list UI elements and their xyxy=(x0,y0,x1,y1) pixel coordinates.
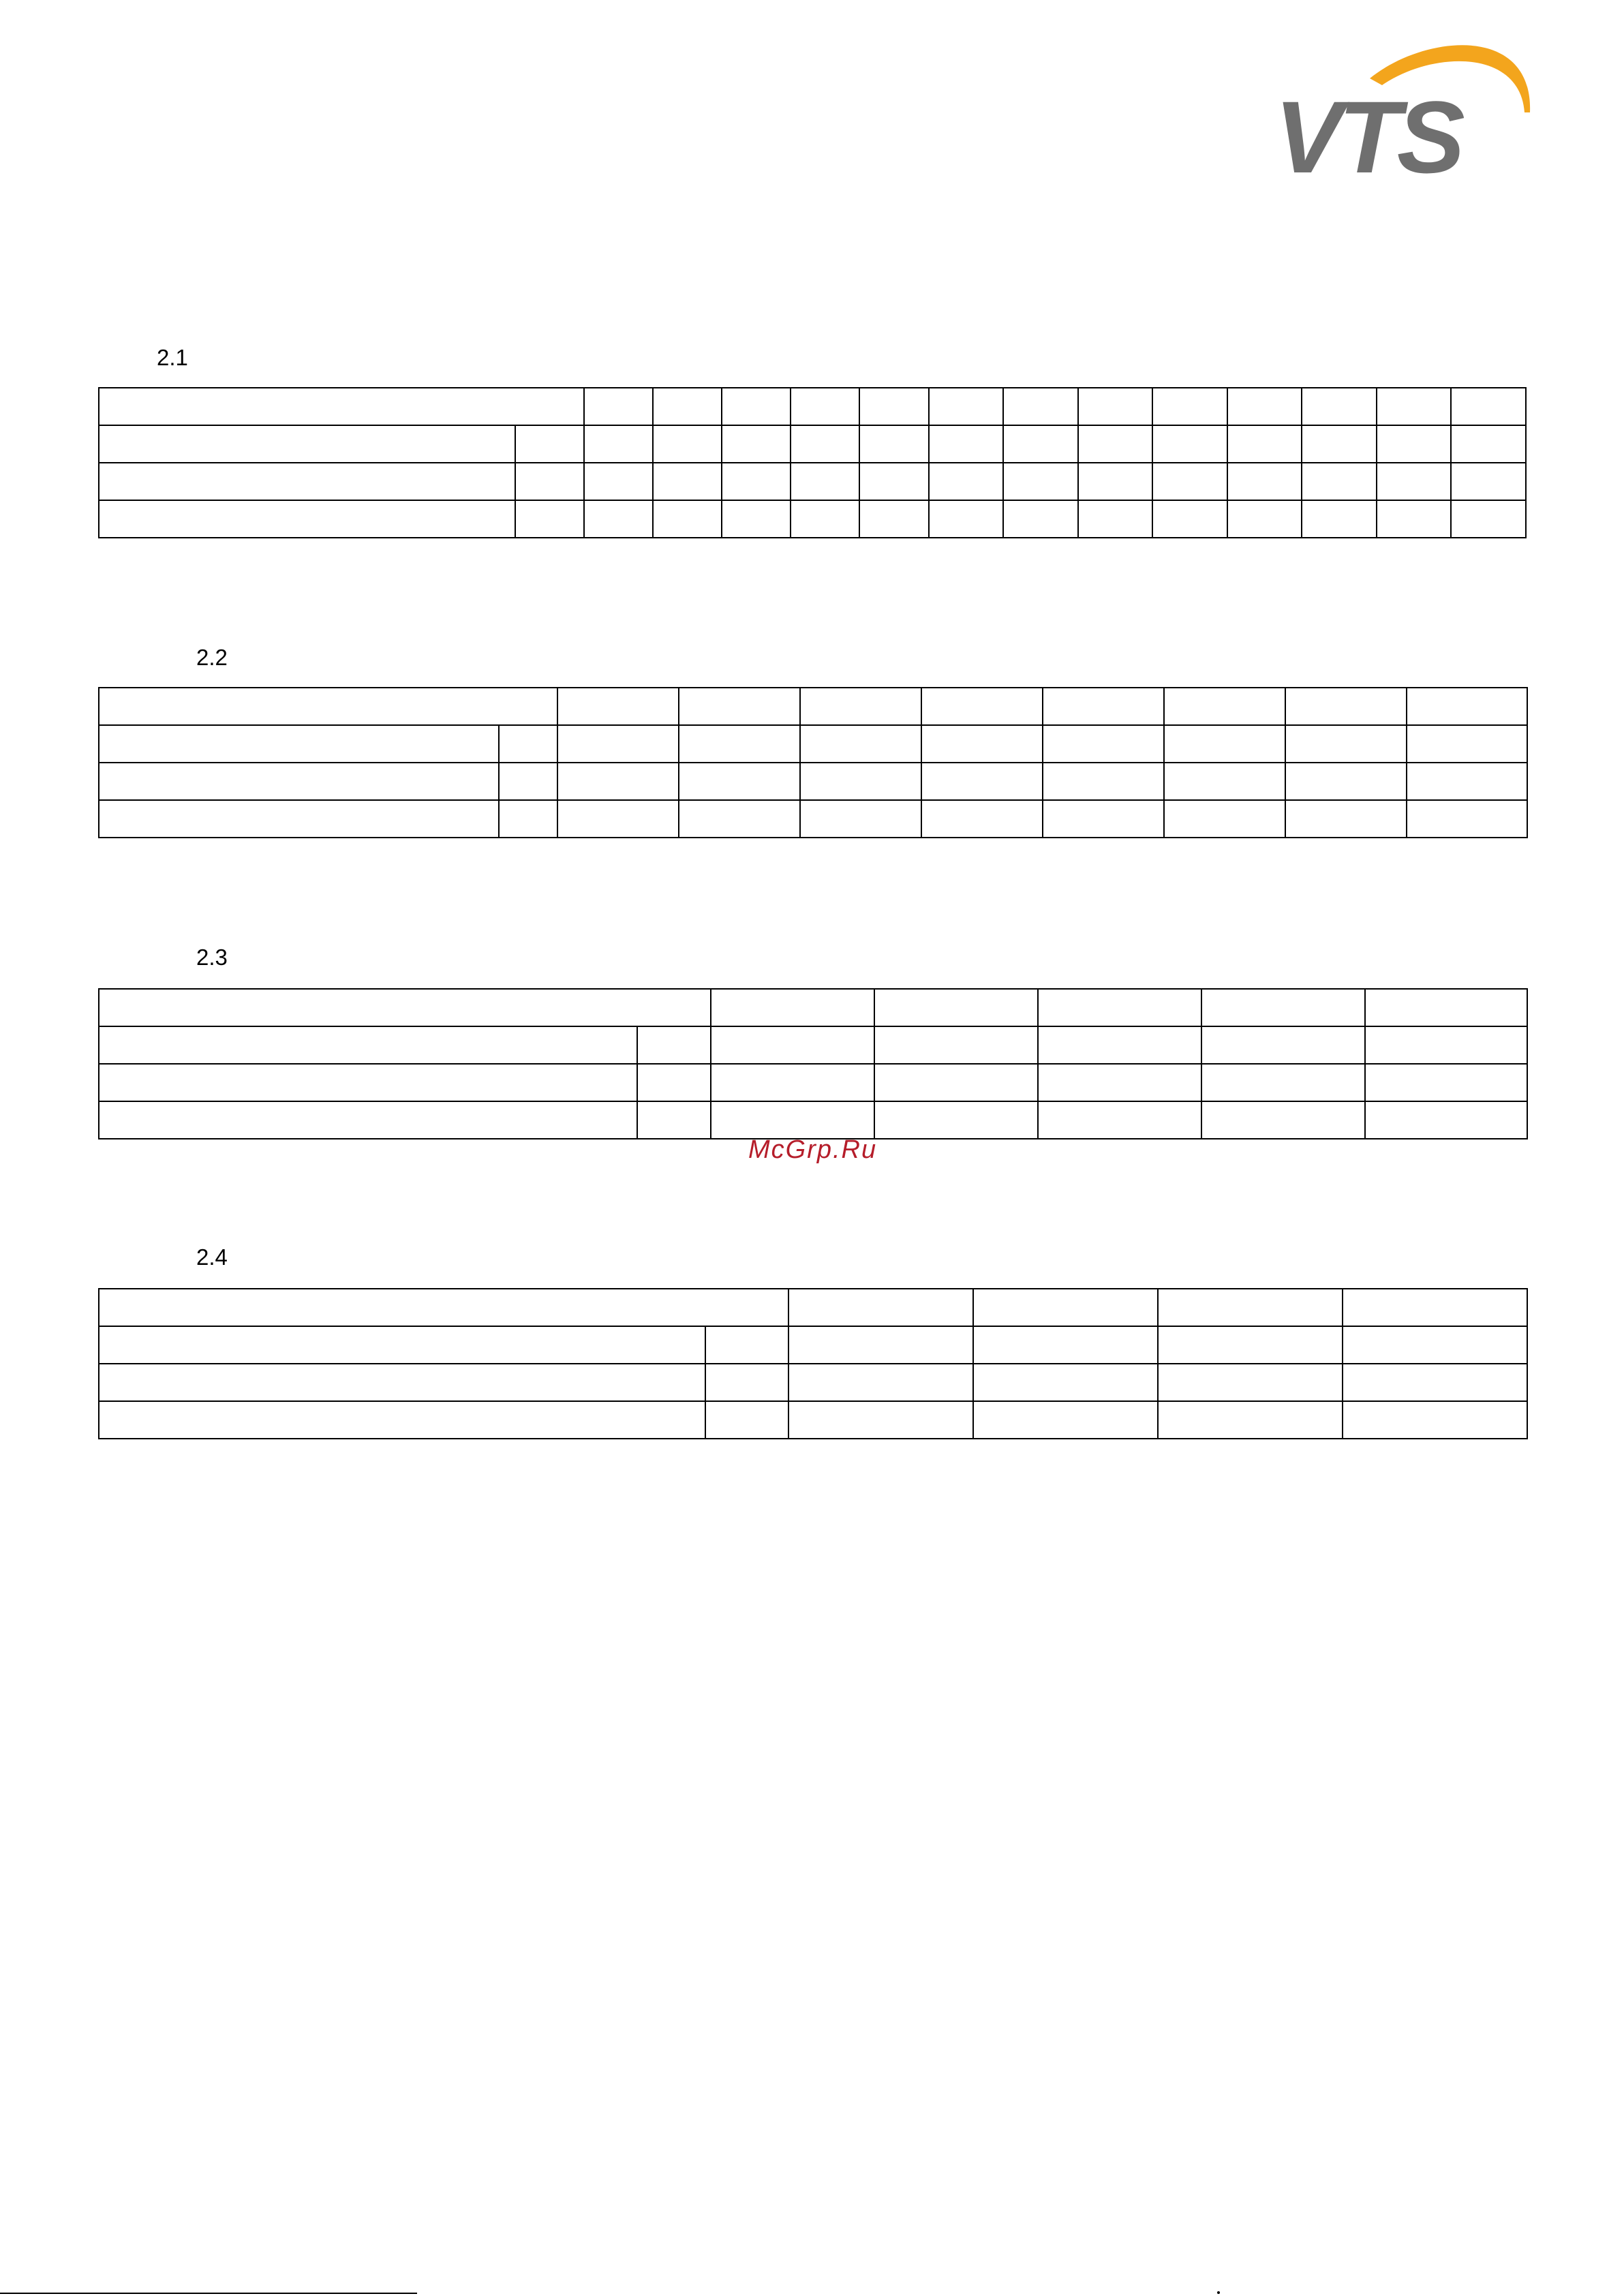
table-cell xyxy=(800,800,921,838)
table-cell xyxy=(1407,800,1527,838)
row-label-cell xyxy=(99,763,499,800)
table-cell xyxy=(921,725,1043,763)
table-cell xyxy=(1451,388,1526,425)
table-cell xyxy=(800,725,921,763)
table-cell xyxy=(557,688,679,725)
watermark-text: McGrp.Ru xyxy=(748,1135,878,1164)
table-cell xyxy=(973,1401,1158,1439)
table-cell xyxy=(1302,463,1377,500)
table-cell xyxy=(1451,500,1526,538)
table-cell xyxy=(722,500,791,538)
table-cell xyxy=(921,763,1043,800)
header-cell xyxy=(99,688,557,725)
table-cell xyxy=(1285,688,1407,725)
table-cell xyxy=(1043,725,1164,763)
table-cell xyxy=(1377,463,1452,500)
table-cell xyxy=(874,1026,1038,1064)
table-row xyxy=(99,388,1526,425)
table-cell xyxy=(1365,1101,1527,1139)
unit-cell xyxy=(705,1401,788,1439)
table-row xyxy=(99,1364,1527,1401)
table-cell xyxy=(1365,989,1527,1026)
table-cell xyxy=(1302,425,1377,463)
table-cell xyxy=(929,463,1004,500)
table-cell xyxy=(800,763,921,800)
table-cell xyxy=(929,500,1004,538)
table-row xyxy=(99,800,1527,838)
row-label-cell xyxy=(99,425,515,463)
table-cell xyxy=(973,1326,1158,1364)
unit-cell xyxy=(515,425,584,463)
unit-cell xyxy=(705,1326,788,1364)
spec-table-2-1 xyxy=(98,387,1527,538)
table-row xyxy=(99,1289,1527,1326)
table-cell xyxy=(874,989,1038,1026)
table-cell xyxy=(1043,800,1164,838)
table-cell xyxy=(1038,1101,1201,1139)
table-cell xyxy=(929,388,1004,425)
table-cell xyxy=(557,800,679,838)
table-cell xyxy=(1227,425,1302,463)
table-cell xyxy=(859,463,928,500)
table-cell xyxy=(1158,1326,1343,1364)
table-cell xyxy=(1043,763,1164,800)
table-cell xyxy=(1201,1064,1365,1101)
table-cell xyxy=(788,1401,973,1439)
table-cell xyxy=(1302,388,1377,425)
table-cell xyxy=(1003,425,1078,463)
table-cell xyxy=(1078,463,1153,500)
table-cell xyxy=(1407,763,1527,800)
table-cell xyxy=(1451,425,1526,463)
header-cell xyxy=(99,388,584,425)
row-label-cell xyxy=(99,463,515,500)
table-cell xyxy=(1407,688,1527,725)
table-row xyxy=(99,1326,1527,1364)
table-cell xyxy=(929,425,1004,463)
row-label-cell xyxy=(99,1101,637,1139)
table-cell xyxy=(1078,500,1153,538)
unit-cell xyxy=(515,500,584,538)
table-cell xyxy=(791,388,859,425)
row-label-cell xyxy=(99,1026,637,1064)
table-cell xyxy=(1201,989,1365,1026)
section-number-2-4: 2.4 xyxy=(196,1244,228,1270)
footer-mark xyxy=(1217,2291,1220,2294)
unit-cell xyxy=(515,463,584,500)
vts-logo xyxy=(1268,37,1533,181)
table-cell xyxy=(874,1064,1038,1101)
table-cell xyxy=(859,388,928,425)
table-cell xyxy=(557,725,679,763)
table-cell xyxy=(1043,688,1164,725)
table-cell xyxy=(973,1289,1158,1326)
table-cell xyxy=(788,1326,973,1364)
table-cell xyxy=(973,1364,1158,1401)
table-cell xyxy=(584,500,653,538)
table-cell xyxy=(679,725,800,763)
table-cell xyxy=(1377,425,1452,463)
unit-cell xyxy=(499,725,557,763)
table-cell xyxy=(1285,800,1407,838)
spec-table-2-2 xyxy=(98,687,1528,838)
table-cell xyxy=(921,688,1043,725)
row-label-cell xyxy=(99,1364,705,1401)
table-cell xyxy=(788,1289,973,1326)
table-cell xyxy=(1451,463,1526,500)
table-cell xyxy=(1201,1101,1365,1139)
table-row xyxy=(99,1101,1527,1139)
table-cell xyxy=(1152,463,1227,500)
section-number-2-3: 2.3 xyxy=(196,945,228,970)
table-cell xyxy=(653,463,722,500)
table-cell xyxy=(711,989,874,1026)
header-cell xyxy=(99,1289,788,1326)
table-cell xyxy=(1377,500,1452,538)
table-cell xyxy=(653,388,722,425)
unit-cell xyxy=(499,800,557,838)
table-cell xyxy=(791,500,859,538)
table-cell xyxy=(874,1101,1038,1139)
table-cell xyxy=(1164,725,1285,763)
table-cell xyxy=(584,425,653,463)
table-cell xyxy=(653,500,722,538)
table-cell xyxy=(1164,763,1285,800)
section-number-2-2: 2.2 xyxy=(196,645,228,670)
table-cell xyxy=(557,763,679,800)
table-cell xyxy=(791,463,859,500)
logo-wordmark: VTS xyxy=(1274,80,1461,181)
table-cell xyxy=(1302,500,1377,538)
table-row xyxy=(99,463,1526,500)
table-row xyxy=(99,1064,1527,1101)
row-label-cell xyxy=(99,1401,705,1439)
header-cell xyxy=(99,989,711,1026)
table-cell xyxy=(1365,1064,1527,1101)
table-cell xyxy=(1152,425,1227,463)
table-row xyxy=(99,725,1527,763)
table-cell xyxy=(1227,463,1302,500)
table-cell xyxy=(859,425,928,463)
table-cell xyxy=(1285,725,1407,763)
unit-cell xyxy=(637,1064,711,1101)
spec-table-2-3 xyxy=(98,988,1528,1139)
table-cell xyxy=(1365,1026,1527,1064)
table-cell xyxy=(1227,500,1302,538)
table-row xyxy=(99,1401,1527,1439)
table-row xyxy=(99,989,1527,1026)
unit-cell xyxy=(499,763,557,800)
table-cell xyxy=(711,1064,874,1101)
table-cell xyxy=(1003,500,1078,538)
row-label-cell xyxy=(99,725,499,763)
table-cell xyxy=(788,1364,973,1401)
table-cell xyxy=(800,688,921,725)
table-cell xyxy=(921,800,1043,838)
table-row xyxy=(99,763,1527,800)
table-cell xyxy=(1285,763,1407,800)
table-cell xyxy=(711,1026,874,1064)
spec-table-2-4 xyxy=(98,1288,1528,1439)
table-cell xyxy=(653,425,722,463)
table-cell xyxy=(711,1101,874,1139)
table-cell xyxy=(722,388,791,425)
table-cell xyxy=(1343,1401,1527,1439)
table-cell xyxy=(1343,1326,1527,1364)
table-cell xyxy=(1003,463,1078,500)
table-cell xyxy=(1343,1289,1527,1326)
row-label-cell xyxy=(99,1326,705,1364)
table-cell xyxy=(1201,1026,1365,1064)
table-cell xyxy=(791,425,859,463)
row-label-cell xyxy=(99,500,515,538)
table-cell xyxy=(1152,500,1227,538)
table-row xyxy=(99,688,1527,725)
table-row xyxy=(99,500,1526,538)
table-cell xyxy=(1003,388,1078,425)
table-cell xyxy=(1158,1401,1343,1439)
table-cell xyxy=(679,763,800,800)
table-cell xyxy=(1038,1064,1201,1101)
table-cell xyxy=(1407,725,1527,763)
table-cell xyxy=(1038,989,1201,1026)
table-cell xyxy=(722,463,791,500)
unit-cell xyxy=(637,1026,711,1064)
table-cell xyxy=(1078,425,1153,463)
table-cell xyxy=(584,388,653,425)
table-cell xyxy=(679,688,800,725)
row-label-cell xyxy=(99,800,499,838)
footnote-separator xyxy=(0,2293,417,2294)
unit-cell xyxy=(637,1101,711,1139)
table-cell xyxy=(1377,388,1452,425)
table-cell xyxy=(722,425,791,463)
table-cell xyxy=(1227,388,1302,425)
section-number-2-1: 2.1 xyxy=(157,345,188,370)
table-cell xyxy=(1038,1026,1201,1064)
table-cell xyxy=(1158,1289,1343,1326)
table-row xyxy=(99,1026,1527,1064)
table-cell xyxy=(1164,688,1285,725)
row-label-cell xyxy=(99,1064,637,1101)
table-cell xyxy=(584,463,653,500)
table-cell xyxy=(679,800,800,838)
table-cell xyxy=(1164,800,1285,838)
table-cell xyxy=(859,500,928,538)
table-cell xyxy=(1343,1364,1527,1401)
table-cell xyxy=(1078,388,1153,425)
table-row xyxy=(99,425,1526,463)
table-cell xyxy=(1158,1364,1343,1401)
table-cell xyxy=(1152,388,1227,425)
unit-cell xyxy=(705,1364,788,1401)
